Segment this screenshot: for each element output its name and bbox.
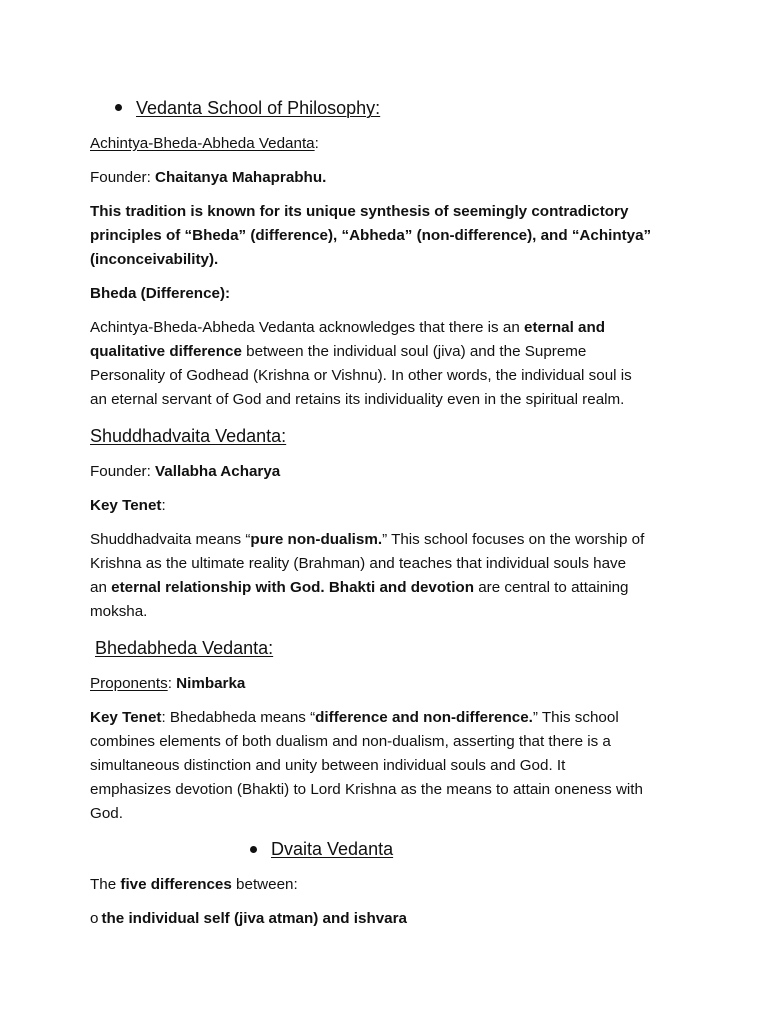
bhedabheda-heading: Bhedabheda Vedanta:	[95, 638, 274, 658]
achintya-founder-line	[90, 166, 326, 190]
bheda-body-line-1	[90, 316, 605, 340]
synthesis-line-2: principles of “Bheda” (difference), “Abheda” (non-difference), and “Achintya”	[90, 227, 652, 244]
bheda-heading: Bheda (Difference):	[90, 285, 231, 302]
key-tenet-colon: :	[161, 497, 166, 514]
bhedabheda-body-line-4: emphasizes devotion (Bhakti) to Lord Krishna as the means to attain oneness with	[90, 781, 643, 798]
achintya-title: Achintya-Bheda-Abheda Vedanta	[90, 135, 315, 152]
founder-label: Founder:	[90, 169, 156, 186]
proponents-label: Proponents	[90, 675, 168, 692]
bheda-body-line-3: Personality of Godhead (Krishna or Vishnu). In other words, the individual soul is	[90, 367, 632, 384]
dvaita-heading: Dvaita Vedanta	[271, 839, 394, 859]
text-run-bold: Key Tenet	[90, 709, 162, 726]
bheda-body-line-2	[90, 340, 586, 364]
text-run: : Bhedabheda means “	[161, 709, 316, 726]
text-run: Achintya-Bheda-Abheda Vedanta acknowledges that there is an	[90, 319, 524, 336]
text-run-bold: difference and non-difference.	[315, 709, 533, 726]
circle-bullet-icon: o	[90, 910, 99, 927]
shuddhadvaita-body-line-3	[90, 576, 629, 600]
bullet-icon	[250, 846, 257, 853]
bheda-body-line-4: an eternal servant of God and retains its individuality even in the spiritual realm.	[90, 391, 625, 408]
bullet-icon	[115, 104, 122, 111]
text-run: The	[90, 876, 121, 893]
difference-item-1	[90, 907, 407, 931]
five-differences-line	[90, 873, 298, 897]
shuddhadvaita-body-line-2: Krishna as the ultimate reality (Brahman) and teaches that individual souls have	[90, 555, 627, 572]
text-run: between the individual soul (jiva) and the Supreme	[241, 343, 587, 360]
achintya-title-line	[90, 132, 319, 156]
bhedabheda-body-line-5: God.	[90, 805, 123, 822]
text-run: Shuddhadvaita means “	[90, 531, 251, 548]
shuddhadvaita-founder-line	[90, 460, 280, 484]
key-tenet-line	[90, 494, 166, 518]
bhedabheda-body-line-2: combines elements of both dualism and non-dualism, asserting that there is a	[90, 733, 611, 750]
synthesis-line-3: (inconceivability).	[90, 251, 219, 268]
shuddhadvaita-body-line-1	[90, 528, 644, 552]
text-run: ” This school focuses on the worship of	[382, 531, 645, 548]
shuddhadvaita-heading: Shuddhadvaita Vedanta:	[90, 426, 287, 446]
text-run: an	[90, 579, 112, 596]
text-run-bold: qualitative difference	[90, 343, 242, 360]
text-run: between:	[231, 876, 298, 893]
text-run-bold: five differences	[120, 876, 232, 893]
synthesis-line-1: This tradition is known for its unique synthesis of seemingly contradictory	[90, 203, 629, 220]
bhedabheda-body-line-1	[90, 706, 619, 730]
proponents-line	[90, 672, 245, 696]
key-tenet-label: Key Tenet	[90, 497, 162, 514]
achintya-title-colon: :	[314, 135, 319, 152]
text-run-bold: eternal and	[524, 319, 606, 336]
founder-label: Founder:	[90, 463, 156, 480]
main-heading: Vedanta School of Philosophy:	[136, 98, 381, 118]
shuddhadvaita-body-line-4: moksha.	[90, 603, 148, 620]
bhedabheda-body-line-3: simultaneous distinction and unity between individual souls and God. It	[90, 757, 566, 774]
text-run-bold: eternal relationship with God. Bhakti and devotion	[111, 579, 474, 596]
founder-name: Chaitanya Mahaprabhu.	[155, 169, 327, 186]
text-run: are central to attaining	[473, 579, 629, 596]
proponents-colon: :	[167, 675, 177, 692]
proponents-name: Nimbarka	[176, 675, 246, 692]
founder-name: Vallabha Acharya	[155, 463, 281, 480]
difference-item-text: the individual self (jiva atman) and ishvara	[101, 910, 407, 927]
text-run-bold: pure non-dualism.	[250, 531, 383, 548]
text-run: ” This school	[532, 709, 619, 726]
